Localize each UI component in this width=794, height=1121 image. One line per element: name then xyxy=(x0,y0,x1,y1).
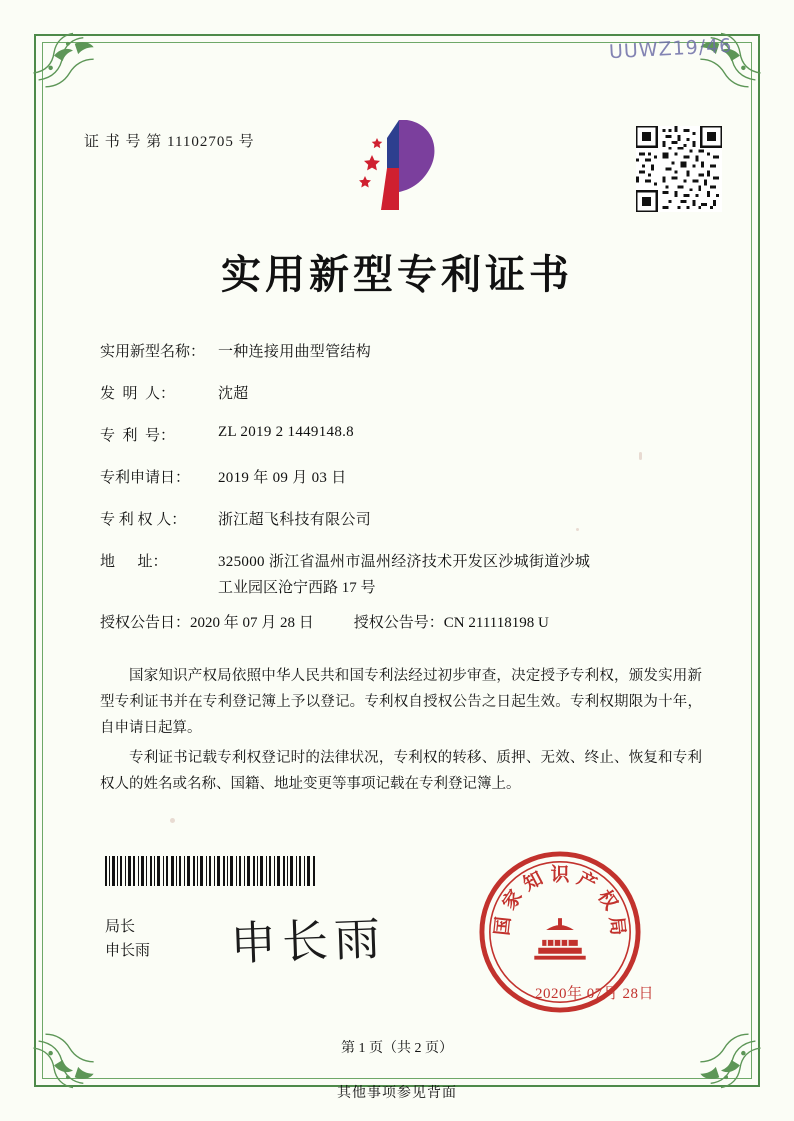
signatory-block xyxy=(105,915,150,963)
barcode xyxy=(105,856,317,886)
field-patent-number xyxy=(100,424,704,445)
svg-text:产: 产 xyxy=(573,868,600,896)
field-label: 专 利 权 人： xyxy=(100,512,187,528)
svg-text:家: 家 xyxy=(498,886,527,914)
paragraph-1: 国家知识产权局依照中华人民共和国专利法经过初步审查，决定授予专利权，颁发实用新型专利证书并在专利登记簿上予以登记。专利权自授权公告之日起生效。专利权期限为十年，自申请日起算。 xyxy=(100,668,702,736)
field-value-line2: 工业园区沧宁西路 17 号 xyxy=(218,580,376,596)
announcement-number-value: CN 211118198 U xyxy=(443,615,549,631)
qr-code xyxy=(636,126,722,212)
paper-speck xyxy=(576,528,579,531)
field-value: ZL 2019 2 1449148.8 xyxy=(218,424,354,440)
svg-text:知: 知 xyxy=(520,868,547,896)
handwritten-reference-note: UUWZ19/46 xyxy=(608,34,733,64)
announcement-date-segment xyxy=(100,611,314,632)
seal-date: 2020年 07月 28日 xyxy=(534,986,654,1002)
paper-speck xyxy=(639,452,642,460)
field-label: 专利申请日： xyxy=(100,470,191,486)
corner-ornament-top-left xyxy=(30,30,116,116)
field-address xyxy=(100,550,704,597)
legal-text-section xyxy=(100,663,702,801)
announcement-date-value: 2020 年 07 月 28 日 xyxy=(190,615,314,631)
field-value: 325000 浙江省温州市温州经济技术开发区沙城街道沙城 xyxy=(218,554,591,570)
fields-section xyxy=(100,340,704,652)
field-label: 发 明 人： xyxy=(100,386,176,402)
svg-text:权: 权 xyxy=(593,886,622,914)
field-value: 浙江超飞科技有限公司 xyxy=(218,512,372,528)
svg-text:国: 国 xyxy=(491,915,515,937)
footer-note: 其他事项参见背面 xyxy=(337,1086,457,1101)
signatory-role: 局长 xyxy=(105,919,136,935)
cnipa-logo-icon xyxy=(337,110,457,220)
svg-text:识: 识 xyxy=(550,864,570,886)
svg-text:局: 局 xyxy=(605,915,629,937)
field-value: 一种连接用曲型管结构 xyxy=(218,344,372,360)
field-inventor xyxy=(100,382,704,403)
page-title: 实用新型专利证书 xyxy=(221,252,573,298)
announcement-number-segment xyxy=(354,611,549,632)
field-label: 地 址： xyxy=(100,554,168,570)
field-value: 2019 年 09 月 03 日 xyxy=(218,470,347,486)
announcement-number-label: 授权公告号： xyxy=(353,615,444,631)
field-label: 专 利 号： xyxy=(100,428,176,444)
field-invention-name xyxy=(100,340,704,361)
page-indicator: 第 1 页（共 2 页） xyxy=(341,1041,453,1056)
certificate-number: 证 书 号 第 11102705 号 xyxy=(84,134,255,150)
signatory-name: 申长雨 xyxy=(105,943,151,959)
field-announcement xyxy=(100,611,704,632)
field-application-date xyxy=(100,466,704,487)
paragraph-2: 专利证书记载专利权登记时的法律状况，专利权的转移、质押、无效、终止、恢复和专利权人的姓名或名称、国籍、地址变更等事项记载在专利登记簿上。 xyxy=(100,750,702,792)
field-value: 沈超 xyxy=(218,386,249,402)
paper-speck xyxy=(170,818,175,823)
handwritten-signature: 申长雨 xyxy=(229,911,387,971)
field-patentee xyxy=(100,508,704,529)
announcement-date-label: 授权公告日： xyxy=(100,615,191,631)
field-label: 实用新型名称： xyxy=(100,344,206,360)
